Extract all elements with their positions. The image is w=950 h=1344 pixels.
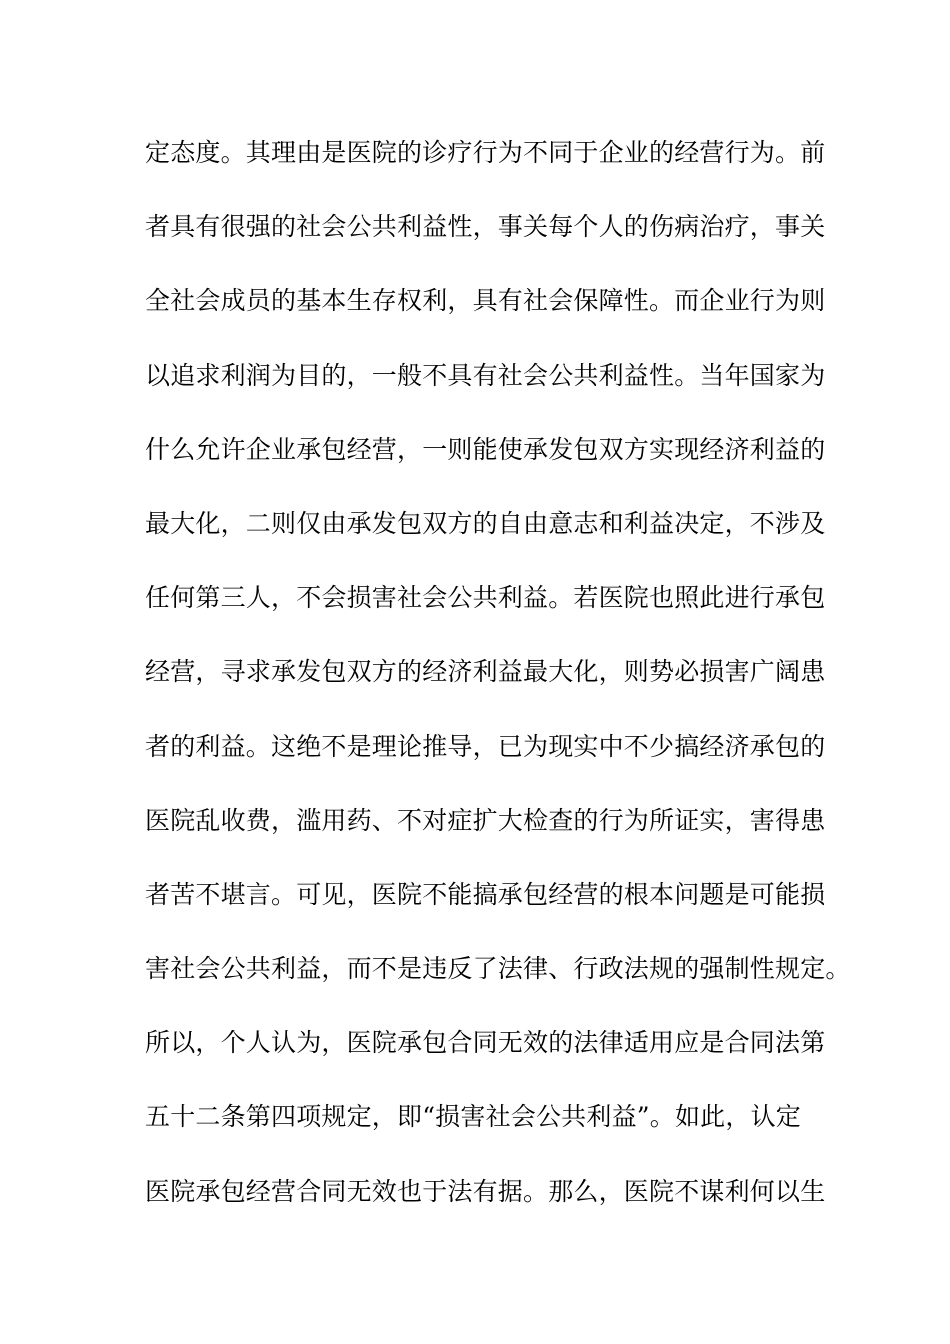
text-line: 全社会成员的基本生存权利，具有社会保障性。而企业行为则 (145, 286, 826, 316)
text-line: 所以，个人认为，医院承包合同无效的法律适用应是合同法第 (145, 1028, 826, 1058)
text-line: 什么允许企业承包经营，一则能使承发包双方实现经济利益的 (145, 434, 826, 464)
text-line: 以追求利润为目的，一般不具有社会公共利益性。当年国家为 (145, 360, 826, 390)
text-line: 最大化，二则仅由承发包双方的自由意志和利益决定，不涉及 (145, 508, 826, 538)
text-line: 者苦不堪言。可见，医院不能搞承包经营的根本问题是可能损 (145, 879, 826, 909)
text-line: 医院承包经营合同无效也于法有据。那么，医院不谋利何以生 (145, 1176, 826, 1206)
text-line: 者具有很强的社会公共利益性，事关每个人的伤病治疗，事关 (145, 212, 826, 242)
text-line: 任何第三人，不会损害社会公共利益。若医院也照此进行承包 (145, 583, 826, 613)
text-line: 经营，寻求承发包双方的经济利益最大化，则势必损害广阔患 (145, 657, 826, 687)
text-line: 医院乱收费，滥用药、不对症扩大检查的行为所证实，害得患 (145, 805, 826, 835)
text-line: 定态度。其理由是医院的诊疗行为不同于企业的经营行为。前 (145, 138, 826, 167)
text-line: 者的利益。这绝不是理论推导，已为现实中不少搞经济承包的 (145, 731, 826, 761)
text-line: 五十二条第四项规定，即“损害社会公共利益”。如此，认定 (145, 1102, 801, 1132)
body-text (145, 133, 851, 1246)
text-line: 害社会公共利益，而不是违反了法律、行政法规的强制性规定。 (145, 954, 851, 984)
